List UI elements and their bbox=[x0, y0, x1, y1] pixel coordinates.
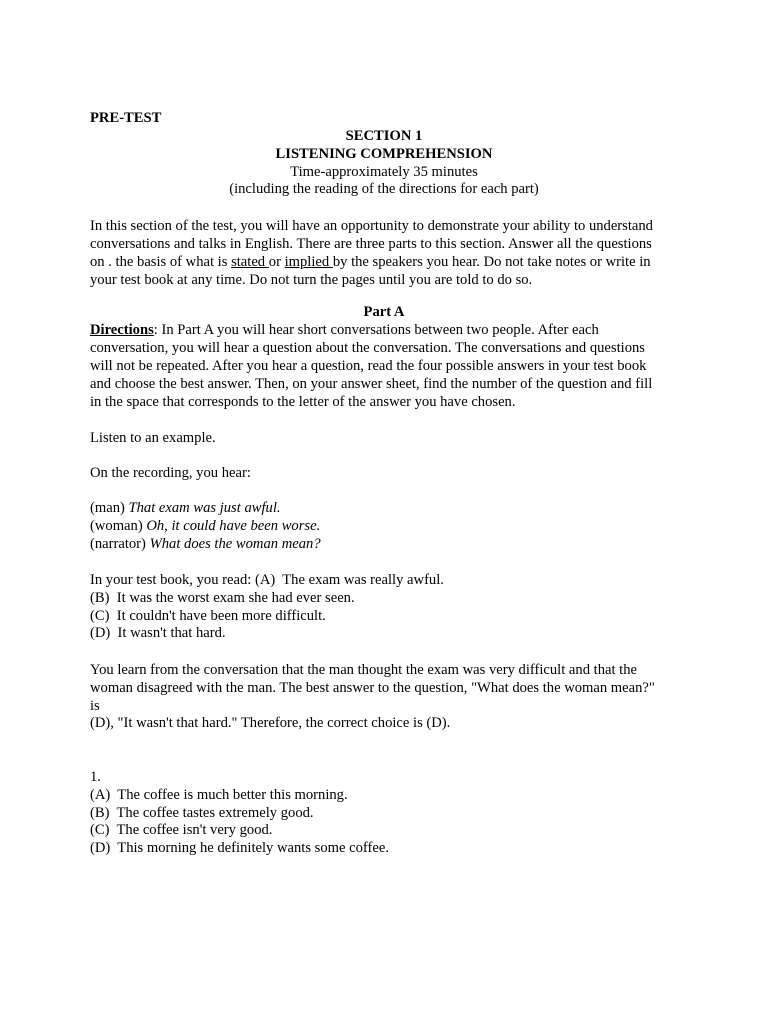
example-option-c: (C) It couldn't have been more difficult. bbox=[90, 608, 326, 624]
man-line bbox=[90, 500, 281, 518]
explanation-line-4: (D), "It wasn't that hard." Therefore, the correct choice is (D). bbox=[90, 715, 451, 731]
example-option-d: (D) It wasn't that hard. bbox=[90, 625, 226, 641]
question-1-option-a: (A) The coffee is much better this morning. bbox=[90, 787, 348, 803]
question-1-option-c: (C) The coffee isn't very good. bbox=[90, 822, 273, 838]
man-label: (man) bbox=[90, 500, 129, 516]
time-note: (including the reading of the directions for each part) bbox=[229, 181, 539, 197]
section-title: LISTENING COMPREHENSION bbox=[275, 146, 493, 162]
stated-word: stated bbox=[231, 254, 269, 270]
man-quote: That exam was just awful. bbox=[128, 500, 281, 516]
directions-line-3: will not be repeated. After you hear a question, read the four possible answers in your test book bbox=[90, 358, 647, 374]
intro-line-3-start: on . the basis of what is bbox=[90, 254, 232, 270]
directions-line-2: conversation, you will hear a question about the conversation. The conversations and questions bbox=[90, 340, 645, 356]
section-number: SECTION 1 bbox=[345, 128, 423, 144]
intro-line-4: your test book at any time. Do not turn the pages until you are told to do so. bbox=[90, 272, 533, 288]
pretest-title: PRE-TEST bbox=[90, 110, 162, 126]
directions-line-5: in the space that corresponds to the letter of the answer you have chosen. bbox=[90, 394, 516, 410]
question-1-option-b: (B) The coffee tastes extremely good. bbox=[90, 805, 314, 821]
question-1-number: 1. bbox=[90, 769, 101, 785]
intro-line-3 bbox=[90, 254, 651, 272]
woman-quote: Oh, it could have been worse. bbox=[146, 518, 321, 534]
part-a-heading: Part A bbox=[363, 304, 405, 320]
narrator-label: (narrator) bbox=[90, 536, 150, 552]
example-option-a: In your test book, you read: (A) The exam was really awful. bbox=[90, 572, 444, 588]
directions-line-1-text: : In Part A you will hear short conversations between two people. After each bbox=[153, 322, 599, 338]
narrator-line bbox=[90, 536, 321, 554]
directions-line-4: and choose the best answer. Then, on your answer sheet, find the number of the question and fill bbox=[90, 376, 653, 392]
explanation-line-3: is bbox=[90, 698, 100, 714]
question-1-option-d: (D) This morning he definitely wants some coffee. bbox=[90, 840, 389, 856]
directions-label: Directions bbox=[90, 322, 154, 338]
intro-line-3-end: by the speakers you hear. Do not take notes or write in bbox=[332, 254, 651, 270]
example-option-b: (B) It was the worst exam she had ever seen. bbox=[90, 590, 355, 606]
woman-line bbox=[90, 518, 320, 536]
implied-word: implied bbox=[284, 254, 333, 270]
explanation-line-1: You learn from the conversation that the man thought the exam was very difficult and that the bbox=[90, 662, 637, 678]
on-recording: On the recording, you hear: bbox=[90, 465, 251, 481]
explanation-line-2: woman disagreed with the man. The best answer to the question, "What does the woman mean?" bbox=[90, 680, 655, 696]
time-line: Time-approximately 35 minutes bbox=[290, 164, 478, 180]
intro-line-2: conversations and talks in English. There are three parts to this section. Answer all the questions bbox=[90, 236, 652, 252]
directions-line-1 bbox=[90, 322, 599, 340]
or-word: or bbox=[268, 254, 285, 270]
woman-label: (woman) bbox=[90, 518, 147, 534]
intro-line-1: In this section of the test, you will have an opportunity to demonstrate your ability to understand bbox=[90, 218, 653, 234]
listen-example: Listen to an example. bbox=[90, 430, 216, 446]
narrator-quote: What does the woman mean? bbox=[149, 536, 321, 552]
